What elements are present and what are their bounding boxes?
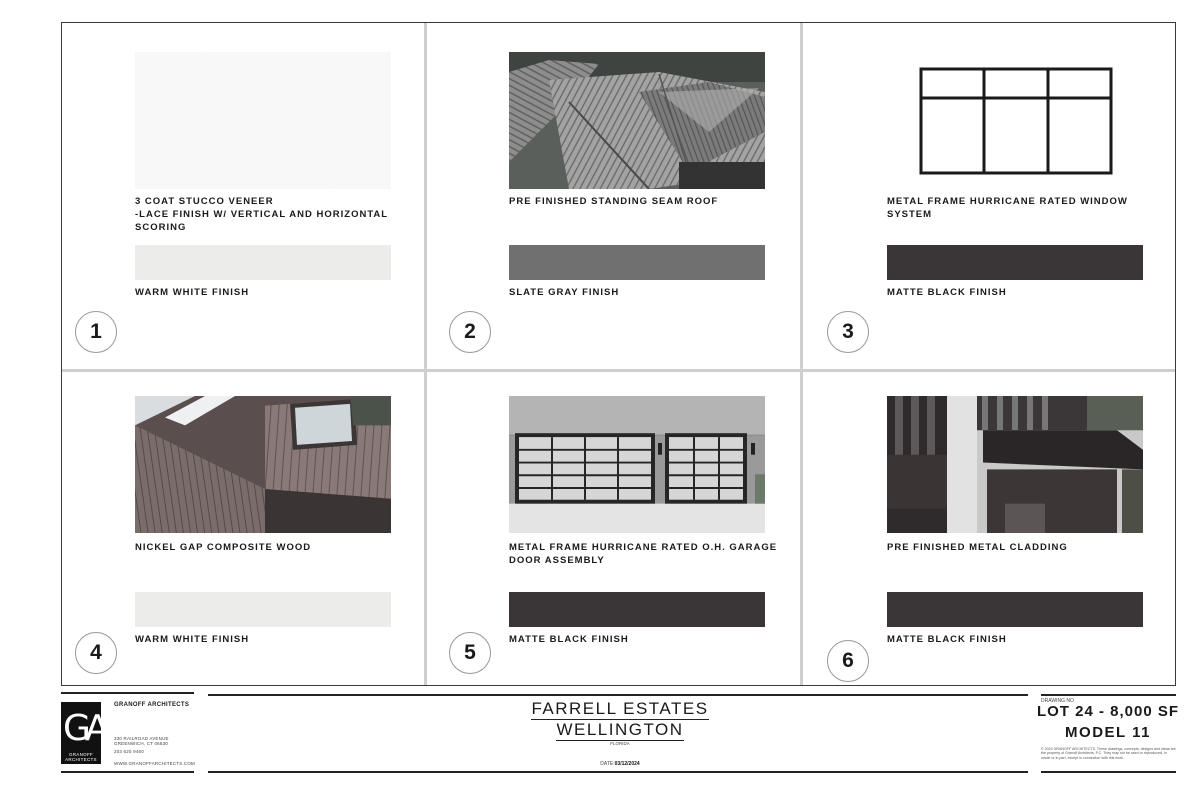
firm-name: GRANOFF ARCHITECTS bbox=[114, 702, 190, 708]
material-description: PRE FINISHED METAL CLADDING bbox=[887, 542, 1068, 553]
firm-address-line-2: GREENWICH, CT 06830 bbox=[114, 741, 168, 746]
title-block-rule bbox=[61, 771, 194, 773]
title-block-rule bbox=[208, 694, 1028, 696]
material-cell-6 bbox=[814, 372, 1184, 702]
firm-address-line-1: 330 RAILROAD AVENUE bbox=[114, 736, 169, 741]
project-name: FARRELL ESTATES bbox=[531, 699, 709, 718]
material-number: 3 bbox=[827, 311, 869, 353]
title-block-rule bbox=[61, 692, 194, 694]
project-state: FLORIDA bbox=[610, 741, 630, 746]
firm-phone: 203 625 9460 bbox=[114, 749, 144, 754]
material-number: 2 bbox=[449, 311, 491, 353]
stucco-texture-image bbox=[135, 52, 391, 189]
model-info: MODEL 11 bbox=[1065, 724, 1151, 741]
finish-swatch bbox=[135, 245, 391, 280]
metal-cladding-image bbox=[887, 396, 1143, 533]
title-block-rule bbox=[208, 771, 1028, 773]
finish-swatch bbox=[509, 592, 765, 627]
drawing-date: DATE:03/12/2024 bbox=[600, 761, 640, 767]
copyright-notice: © 2024 GRANOFF ARCHITECTS. These drawings, concepts, designs and ideas are the property of Granoff Architects, P.C. They may not be used or reproduced, in whole or in part, except in connection with this work. bbox=[1041, 747, 1176, 760]
material-description: METAL FRAME HURRICANE RATED O.H. GARAGE DOOR ASSEMBLY bbox=[509, 542, 778, 566]
finish-label: SLATE GRAY FINISH bbox=[509, 287, 620, 298]
project-location: WELLINGTON bbox=[556, 720, 684, 739]
composite-wood-image bbox=[135, 396, 391, 533]
firm-website[interactable]: WWW.GRANOFFARCHITECTS.COM bbox=[114, 761, 195, 766]
firm-logo bbox=[61, 702, 104, 764]
material-cell-3 bbox=[814, 23, 1184, 353]
material-cell-4 bbox=[62, 372, 432, 702]
finish-swatch bbox=[887, 245, 1143, 280]
material-description: 3 COAT STUCCO VENEER -LACE FINISH W/ VERTICAL AND HORIZONTAL SCORING bbox=[135, 196, 388, 233]
finish-swatch bbox=[135, 592, 391, 627]
finish-swatch bbox=[509, 245, 765, 280]
material-cell-1 bbox=[62, 23, 432, 353]
finish-label: MATTE BLACK FINISH bbox=[887, 287, 1007, 298]
logo-mark: GA bbox=[63, 708, 104, 749]
standing-seam-roof-image bbox=[509, 52, 765, 189]
finish-label: MATTE BLACK FINISH bbox=[887, 634, 1007, 645]
logo-subtitle: GRANOFF ARCHITECTS bbox=[65, 752, 97, 762]
title-block-rule bbox=[1041, 771, 1176, 773]
finish-swatch bbox=[887, 592, 1143, 627]
material-description: PRE FINISHED STANDING SEAM ROOF bbox=[509, 196, 719, 207]
finish-label: WARM WHITE FINISH bbox=[135, 634, 250, 645]
material-number: 6 bbox=[827, 640, 869, 682]
material-number: 4 bbox=[75, 632, 117, 674]
material-description: NICKEL GAP COMPOSITE WOOD bbox=[135, 542, 312, 553]
window-elevation-image bbox=[887, 52, 1143, 189]
material-number: 1 bbox=[75, 311, 117, 353]
material-number: 5 bbox=[449, 632, 491, 674]
finish-label: MATTE BLACK FINISH bbox=[509, 634, 629, 645]
drawing-number-label: DRAWING NO bbox=[1041, 698, 1074, 704]
title-block-rule bbox=[1041, 694, 1176, 696]
finish-label: WARM WHITE FINISH bbox=[135, 287, 250, 298]
garage-doors-image bbox=[509, 396, 765, 533]
lot-info: LOT 24 - 8,000 SF bbox=[1036, 703, 1180, 720]
material-cell-5 bbox=[436, 372, 806, 702]
material-description: METAL FRAME HURRICANE RATED WINDOW SYSTEM bbox=[887, 196, 1128, 220]
material-cell-2 bbox=[436, 23, 806, 353]
material-board bbox=[61, 22, 1176, 686]
